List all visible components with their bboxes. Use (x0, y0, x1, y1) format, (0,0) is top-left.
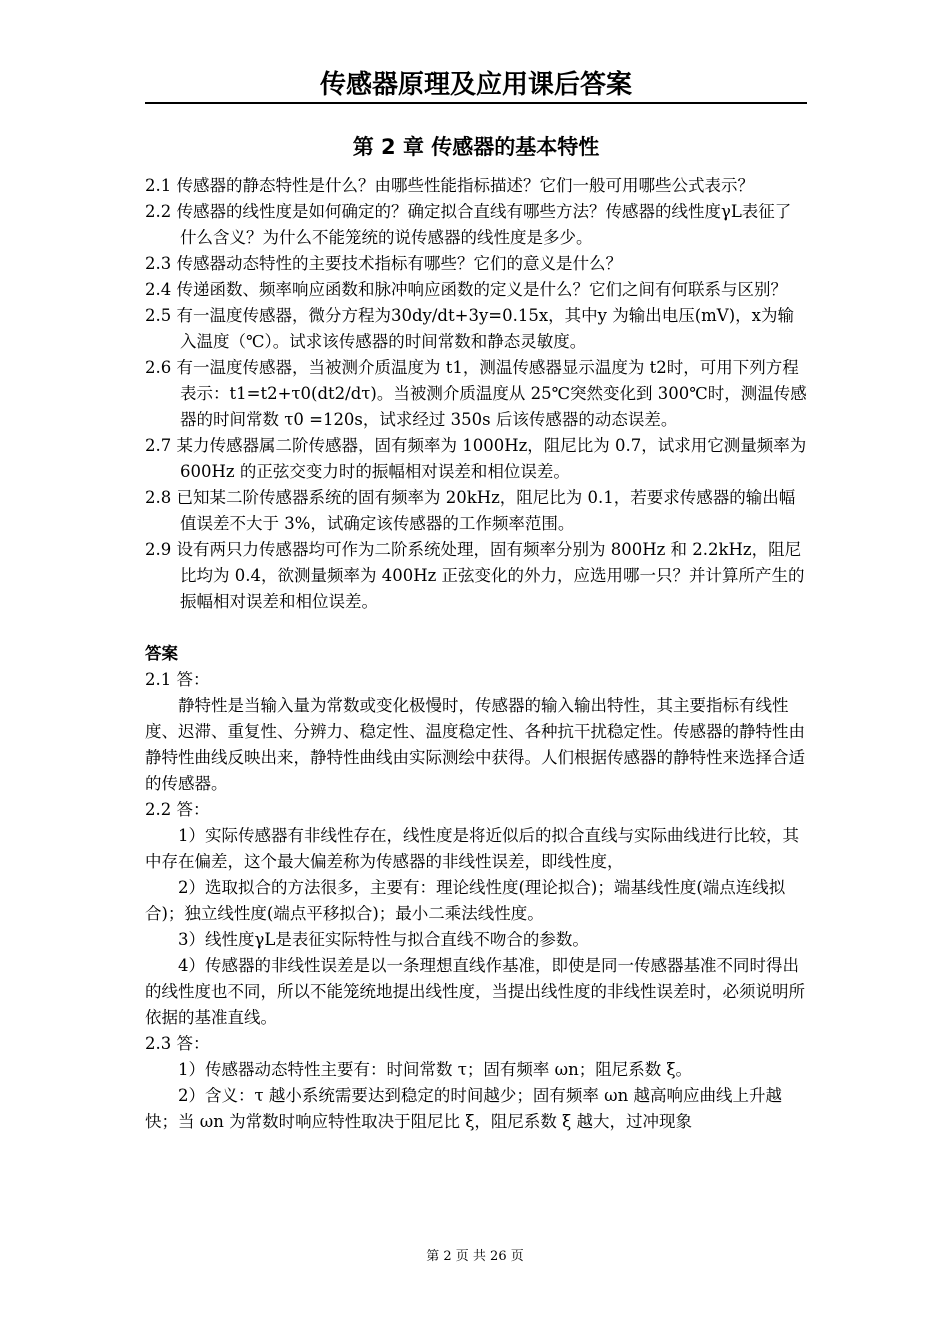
answer-paragraph: 1）实际传感器有非线性存在，线性度是将近似后的拟合直线与实际曲线进行比较，其中存在偏差，这个最大偏差称为传感器的非线性误差，即线性度， (145, 826, 799, 871)
question-item: 2.1 传感器的静态特性是什么？由哪些性能指标描述？它们一般可用哪些公式表示？ (145, 176, 754, 195)
answer-paragraph: 2）含义：τ 越小系统需要达到稳定的时间越少；固有频率 ωn 越高响应曲线上升越快；当 ωn 为常数时响应特性取决于阻尼比 ξ，阻尼系数 ξ 越大，过冲现象 (145, 1086, 782, 1131)
question-item: 2.9 设有两只力传感器均可作为二阶系统处理，固有频率分别为 800Hz 和 2.2kHz，阻尼比均为 0.4，欲测量频率为 400Hz 正弦变化的外力，应选用哪一只？并计算所产生的振幅相对误差和相位误差。 (145, 540, 805, 611)
chapter-title: 第 2 章 传感器的基本特性 (352, 135, 600, 159)
question-item: 2.2 传感器的线性度是如何确定的？确定拟合直线有哪些方法？传感器的线性度γL表征了什么含义？为什么不能笼统的说传感器的线性度是多少。 (145, 202, 792, 247)
answer-label: 2.3 答： (145, 1034, 210, 1053)
answer-paragraph: 1）传感器动态特性主要有：时间常数 τ；固有频率 ωn；阻尼系数 ξ。 (178, 1060, 693, 1079)
question-item: 2.7 某力传感器属二阶传感器，固有频率为 1000Hz，阻尼比为 0.7，试求用它测量频率为 600Hz 的正弦交变力时的振幅相对误差和相位误差。 (145, 436, 807, 481)
question-item: 2.8 已知某二阶传感器系统的固有频率为 20kHz，阻尼比为 0.1，若要求传感器的输出幅值误差不大于 3%，试确定该传感器的工作频率范围。 (145, 488, 796, 533)
answer-paragraph: 4）传感器的非线性误差是以一条理想直线作基准，即使是同一传感器基准不同时得出的线性度也不同，所以不能笼统地提出线性度，当提出线性度的非线性误差时，必须说明所依据的基准直线。 (145, 956, 805, 1027)
question-item: 2.3 传感器动态特性的主要技术指标有哪些？它们的意义是什么？ (145, 254, 622, 273)
answer-label: 2.2 答： (145, 800, 210, 819)
content-body (145, 173, 807, 1135)
answers-heading: 答案 (145, 644, 178, 663)
question-item: 2.4 传递函数、频率响应函数和脉冲响应函数的定义是什么？它们之间有何联系与区别？ (145, 280, 787, 299)
section-spacer (145, 615, 807, 641)
page-footer: 第 2 页 共 26 页 (426, 1249, 524, 1264)
document-title: 传感器原理及应用课后答案 (145, 68, 807, 104)
answer-label: 2.1 答： (145, 670, 210, 689)
answer-paragraph: 静特性是当输入量为常数或变化极慢时，传感器的输入输出特性，其主要指标有线性度、迟滞、重复性、分辨力、稳定性、温度稳定性、各种抗干扰稳定性。传感器的静特性由静特性曲线反映出来，静特性曲线由实际测绘中获得。人们根据传感器的静特性来选择合适的传感器。 (145, 696, 805, 793)
question-item: 2.6 有一温度传感器，当被测介质温度为 t1，测温传感器显示温度为 t2时，可用下列方程表示：t1=t2+τ0(dt2/dτ)。当被测介质温度从 25℃突然变化到 300℃时，测温传感器的时间常数 τ0 =120s，试求经过 350s 后该传感器的动态误差。 (145, 358, 807, 429)
question-item: 2.5 有一温度传感器，微分方程为30dy/dt+3y=0.15x，其中y 为输出电压(mV)，x为输入温度（℃）。试求该传感器的时间常数和静态灵敏度。 (145, 306, 794, 351)
answer-paragraph: 2）选取拟合的方法很多，主要有：理论线性度(理论拟合)；端基线性度(端点连线拟合)；独立线性度(端点平移拟合)；最小二乘法线性度。 (145, 878, 786, 923)
answer-paragraph: 3）线性度γL是表征实际特性与拟合直线不吻合的参数。 (178, 930, 589, 949)
